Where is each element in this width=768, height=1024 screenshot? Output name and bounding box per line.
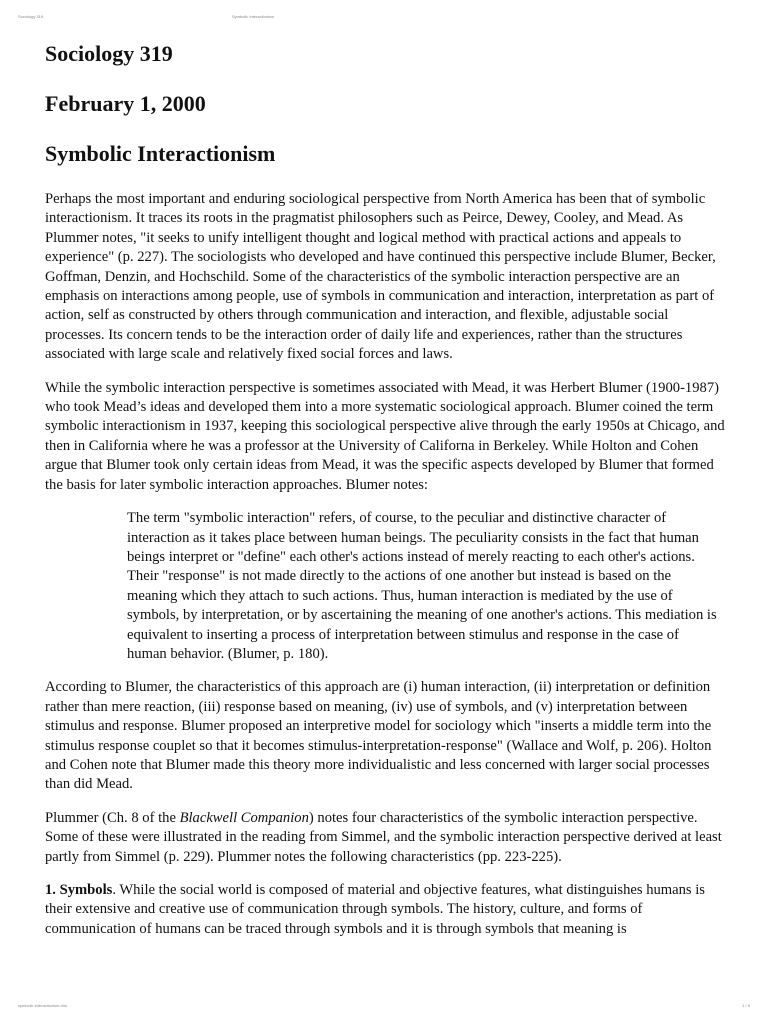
course-title: Sociology 319 <box>45 41 173 66</box>
plummer-text-after: ) notes four characteristics of the symbolic interaction perspective. Some of these were illustrated in the reading from Simmel, and the symbolic interaction perspective derived at least partly from Simmel (p. 229). Plummer notes the following characteristics (pp. 223-225). <box>45 809 722 865</box>
paragraph-intro: Perhaps the most important and enduring sociological perspective from North America has been that of symbolic interactionism. It traces its roots in the pragmatist philosophers such as Peirce, Dewey, Cooley, and Mead. As Plummer notes, "it seeks to unify intelligent thought and logical method with practical actions and appeals to experience" (p. 227). The sociologists who developed and have continued this perspective include Blumer, Becker, Goffman, Denzin, and Hochschild. Some of the characteristics of the symbolic interaction perspective are an emphasis on interactions among people, use of symbols in communication and interaction, interpretation as part of action, self as constructed by others through communication and interaction, and flexible, adjustable social processes. Its concern tends to be the interaction order of daily life and experiences, rather than the structures associated with large scale and relatively fixed social forces and laws. <box>45 191 716 363</box>
book-title-italic: Blackwell Companion <box>179 809 309 826</box>
paragraph-symbols <box>45 881 725 939</box>
footer-page-number: 1 / 5 <box>742 1003 750 1008</box>
symbols-label: 1. Symbols <box>45 882 113 898</box>
plummer-text-before: Plummer (Ch. 8 of the <box>45 809 180 826</box>
document-content <box>45 40 725 953</box>
blumer-quote-text: The term "symbolic interaction" refers, of course, to the peculiar and distinctive character of interaction as it takes place between human beings. The peculiarity consists in the fact that human beings interpret or "define" each other's actions instead of merely reacting to each other's actions. Their "response" is not made directly to the actions of one another but instead is based on the meaning which they attach to such actions. Thus, human interaction is mediated by the use of symbols, by interpretation, or by ascertaining the meaning of one another's actions. This mediation is equivalent to inserting a process of interpretation between stimulus and response in the case of human behavior. (Blumer, p. 180). <box>127 510 717 662</box>
paragraph-characteristics: According to Blumer, the characteristics of this approach are (i) human interaction, (ii) interpretation or definition rather than mere reaction, (iii) response based on meaning, (iv) use of symbols, and (v) interpretation between stimulus and response. Blumer proposed an interpretive model for sociology which "inserts a middle term into the stimulus response couplet so that it becomes stimulus-interpretation-response" (Wallace and Wolf, p. 206). Holton and Cohen note that Blumer made this theory more individualistic and less concerned with larger social processes than did Mead. <box>45 679 712 793</box>
symbols-text: . While the social world is composed of material and objective features, what distinguishes humans is their extensive and creative use of communication through symbols. The history, culture, and forms of communication of humans can be traced through symbols and it is through symbols that meaning is <box>45 882 705 937</box>
blumer-quote <box>127 509 721 664</box>
lecture-date: February 1, 2000 <box>45 91 206 116</box>
section-heading: Symbolic Interactionism <box>45 141 276 166</box>
header-center-text: Symbolic Interactionism <box>232 14 275 19</box>
footer-left-text: symbolic interactionism.htm <box>18 1003 68 1008</box>
paragraph-plummer <box>45 809 725 867</box>
paragraph-blumer: While the symbolic interaction perspective is sometimes associated with Mead, it was Herbert Blumer (1900-1987) who took Mead’s ideas and developed them into a more systematic sociological approach. Blumer coined the term symbolic interactionism in 1937, keeping this sociological perspective alive through the early 1950s at Chicago, and then in California where he was a professor at the University of Californa in Berkeley. While Holton and Cohen argue that Blumer took only certain ideas from Mead, it was the specific aspects developed by Blumer that formed the basis for later symbolic interaction approaches. Blumer notes: <box>45 379 725 493</box>
header-left-text: Sociology 319 <box>18 14 44 19</box>
